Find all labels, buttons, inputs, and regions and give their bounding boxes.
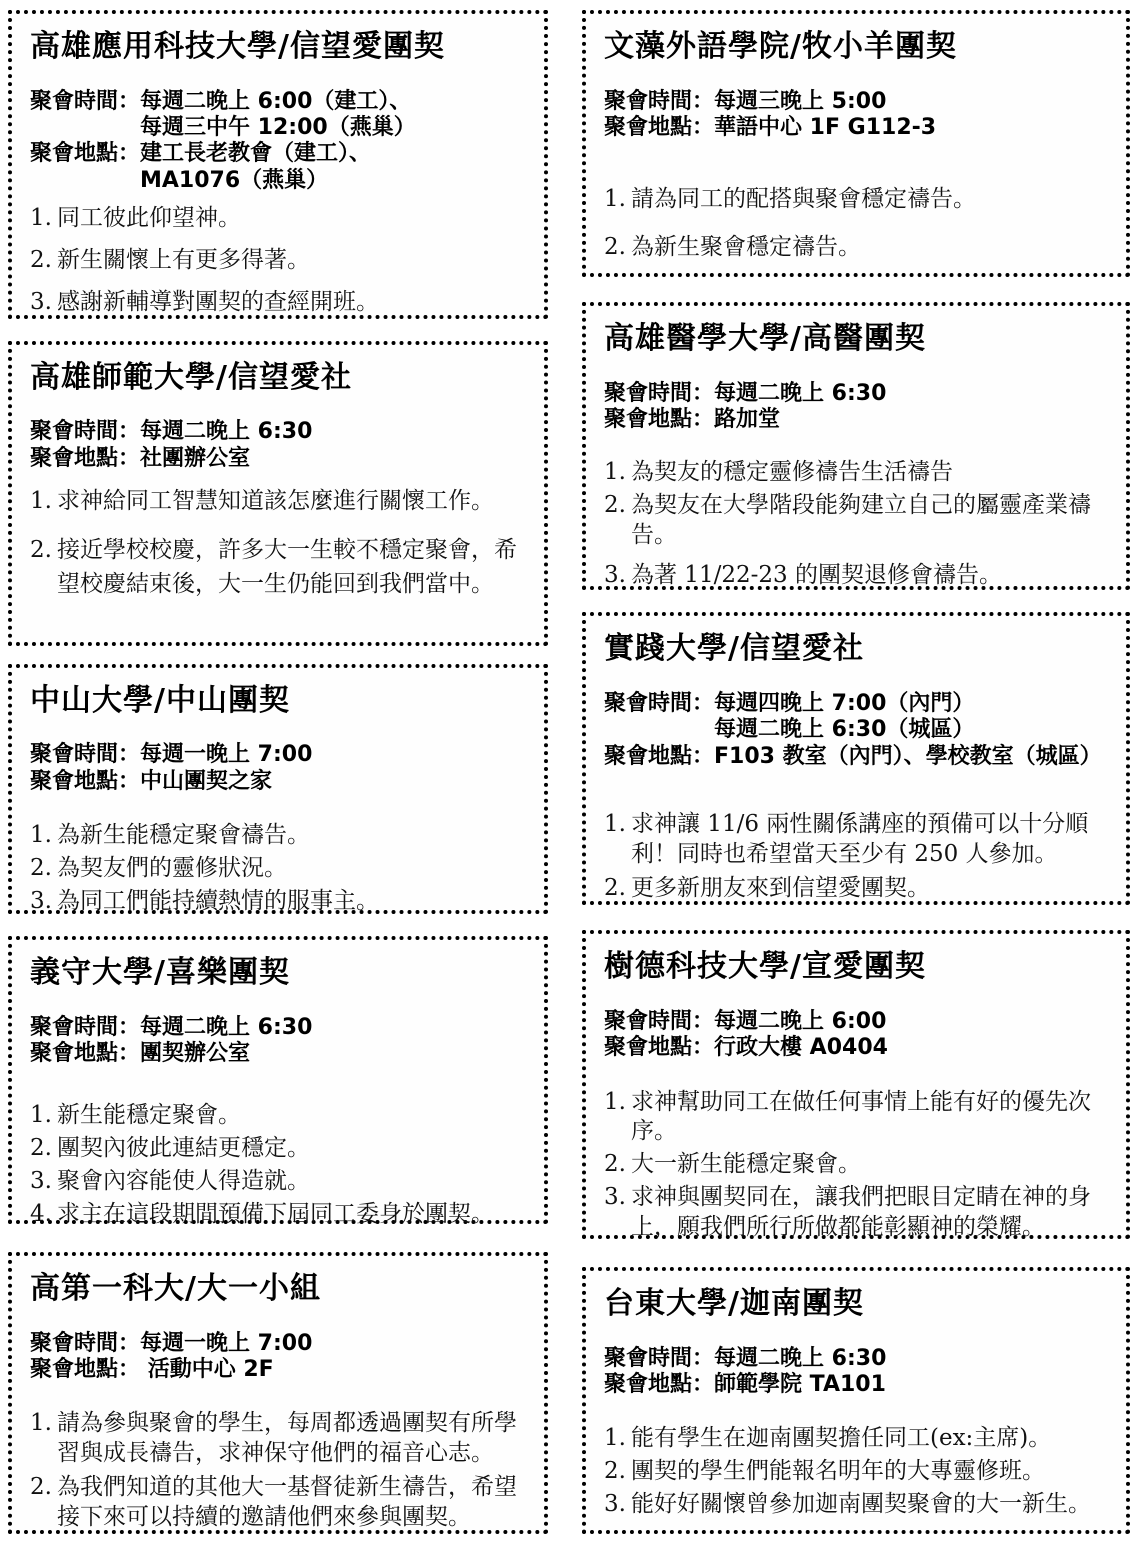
prayer-item-text: 求主在這段期間預備下屆同工委身於團契。 [57,1201,494,1228]
meeting-time-label: 聚會時間： [30,742,141,768]
meeting-time-value [140,1331,312,1357]
meeting-info [30,742,530,795]
meeting-place-line: 團契辦公室 [140,1041,251,1067]
column-right [582,10,1130,1534]
prayer-item-number: 2. [30,246,52,273]
prayer-item-number: 1. [604,458,626,485]
prayer-item [604,233,1112,263]
fellowship-box [582,1267,1130,1534]
prayer-item-text: 為新生能穩定聚會禱告。 [57,822,310,849]
prayer-item-text: 請為同工的配搭與聚會穩定禱告。 [631,186,976,213]
prayer-item [604,1457,1112,1487]
meeting-time-line: 每週三中午 12:00（燕巢） [140,114,416,140]
prayer-item-number: 3. [30,288,52,315]
meeting-time-label: 聚會時間： [604,690,715,716]
meeting-place-row [30,446,530,472]
prayer-item-number: 3. [604,1184,626,1211]
prayer-items [602,1088,1112,1243]
meeting-place-line: 華語中心 1F G112-3 [714,114,937,140]
prayer-item-number: 4. [30,1201,52,1228]
meeting-place-row [604,115,1112,141]
meeting-time-row [604,691,1112,744]
fellowship-title: 義守大學/喜樂團契 [30,955,290,991]
meeting-place-label: 聚會地點： [30,768,141,794]
meeting-place-row [604,1035,1112,1061]
meeting-place-value [140,769,272,795]
meeting-place-row [30,769,530,795]
meeting-time-value [140,419,312,445]
prayer-item [30,1409,530,1469]
prayer-item-text: 求神讓 11/6 兩性關係講座的預備可以十分順利！同時也希望當天至少有 250 人參加。 [631,810,1089,867]
prayer-item-text: 為我們知道的其他大一基督徒新生禱告，希望接下來可以持續的邀請他們來參與團契。 [57,1474,517,1530]
prayer-item [30,484,530,519]
prayer-item-text: 為新生聚會穩定禱告。 [631,234,861,261]
prayer-item-number: 1. [30,1410,52,1437]
prayer-item-text: 為契友的穩定靈修禱告生活禱告 [631,458,953,485]
meeting-time-value [714,1009,886,1035]
meeting-time-line: 每週三晚上 5:00 [714,88,887,114]
prayer-item [604,1183,1112,1243]
meeting-time-value [714,381,886,407]
prayer-item-number: 2. [30,1135,52,1162]
meeting-place-line: F103 教室（內門）、學校教室（城區） [714,743,1102,769]
prayer-item [30,204,530,234]
meeting-place-row [30,1357,530,1383]
prayer-item-number: 2. [30,855,52,882]
prayer-item-text: 為著 11/22-23 的團契退修會禱告。 [631,562,1002,589]
meeting-info [604,1009,1112,1062]
prayer-item [30,1101,530,1131]
prayer-items [28,821,530,917]
fellowship-box [582,302,1130,590]
meeting-time-row [604,381,1112,407]
prayer-item-text: 求神幫助同工在做任何事情上能有好的優先次序。 [631,1088,1091,1145]
prayer-item-text: 請為參與聚會的學生，每周都透過團契有所學習與成長禱告，求神保守他們的福音心志。 [57,1410,517,1467]
meeting-time-label: 聚會時間： [604,1008,715,1034]
meeting-time-line: 每週二晚上 6:30 [714,380,887,406]
meeting-info [30,89,530,195]
prayer-item [604,1490,1112,1520]
meeting-place-label: 聚會地點： [604,407,715,433]
meeting-place-label: 聚會地點： [604,114,715,140]
meeting-place-label: 聚會地點： [30,141,141,167]
prayer-item-text: 更多新朋友來到信望愛團契。 [631,874,930,901]
prayer-items [28,1409,530,1533]
meeting-place-label: 聚會地點： [604,1371,715,1397]
prayer-items [602,810,1112,904]
prayer-item-number: 2. [604,1458,626,1485]
meeting-info [604,381,1112,434]
meeting-info [604,1346,1112,1399]
meeting-place-row [30,141,530,194]
prayer-items [602,185,1112,263]
prayer-item-number: 1. [604,810,626,837]
meeting-time-line: 每週四晚上 7:00（內門） [714,690,975,716]
meeting-place-row [604,1372,1112,1398]
meeting-place-row [604,407,1112,433]
meeting-place-value [714,407,780,433]
meeting-info [30,1331,530,1384]
prayer-item [30,533,530,602]
meeting-place-line: MA1076（燕巢） [140,167,329,193]
meeting-place-value [140,446,250,472]
meeting-place-value [714,1035,888,1061]
prayer-item [30,821,530,851]
prayer-item [604,561,1112,591]
meeting-time-line: 每週一晚上 7:00 [140,742,313,768]
prayer-items [28,484,530,602]
meeting-time-value [140,1015,312,1041]
prayer-item-number: 1. [604,1425,626,1452]
prayer-item-text: 新生能穩定聚會。 [57,1102,241,1129]
prayer-item-text: 接近學校校慶，許多大一生較不穩定聚會，希望校慶結束後，大一生仍能回到我們當中。 [57,536,517,598]
prayer-item-text: 聚會內容能使人得造就。 [57,1168,310,1195]
prayer-item [30,887,530,917]
meeting-place-value [714,115,936,141]
prayer-item-number: 2. [30,1474,52,1501]
meeting-info [30,419,530,472]
fellowship-title: 實踐大學/信望愛社 [604,631,864,667]
prayer-item-text: 新生關懷上有更多得著。 [57,246,310,273]
prayer-item-number: 3. [604,1491,626,1518]
meeting-place-value [140,1357,274,1383]
prayer-item [604,1088,1112,1148]
meeting-place-label: 聚會地點： [604,743,715,769]
prayer-item-number: 2. [604,1151,626,1178]
prayer-item-number: 1. [604,1088,626,1115]
prayer-item-number: 2. [604,492,626,519]
prayer-item [604,185,1112,215]
meeting-time-line: 每週二晚上 6:30（城區） [714,717,975,743]
meeting-time-value [714,89,886,115]
meeting-info [604,89,1112,142]
prayer-item [30,1134,530,1164]
fellowship-box [8,1252,548,1534]
prayer-item-number: 3. [604,562,626,589]
prayer-item-number: 1. [30,1102,52,1129]
fellowship-title: 高雄師範大學/信望愛社 [30,359,352,395]
meeting-place-line: 行政大樓 A0404 [714,1035,888,1061]
meeting-time-row [604,89,1112,115]
meeting-time-row [604,1009,1112,1035]
meeting-place-label: 聚會地點： [604,1035,715,1061]
meeting-time-line: 每週二晚上 6:00 [714,1008,887,1034]
prayer-item-text: 團契內彼此連結更穩定。 [57,1135,310,1162]
prayer-item [604,874,1112,904]
meeting-place-label: 聚會地點： [30,1041,141,1067]
prayer-item-text: 感謝新輔導對團契的查經開班。 [57,288,379,315]
prayer-item [30,1167,530,1197]
meeting-place-row [30,1041,530,1067]
prayer-item-number: 2. [604,874,626,901]
fellowship-title: 高雄應用科技大學/信望愛團契 [30,29,445,64]
fellowship-title: 中山大學/中山團契 [30,682,290,718]
column-left [8,10,548,1534]
fellowship-title: 樹德科技大學/宣愛團契 [604,949,926,985]
prayer-item-text: 為同工們能持續熱情的服事主。 [57,887,379,914]
prayer-item-text: 能好好關懷曾參加迦南團契聚會的大一新生。 [631,1491,1091,1518]
meeting-place-line: 師範學院 TA101 [714,1371,886,1397]
meeting-place-label: 聚會地點： [30,445,141,471]
meeting-time-label: 聚會時間： [604,88,715,114]
meeting-time-value [714,1346,886,1372]
fellowship-box [582,930,1130,1239]
prayer-items [602,458,1112,592]
meeting-place-line: 活動中心 2F [140,1356,274,1382]
meeting-time-line: 每週二晚上 6:30 [140,1014,313,1040]
meeting-time-value [140,89,416,142]
prayer-item [604,1150,1112,1180]
prayer-item [30,246,530,276]
meeting-info [604,691,1112,770]
prayer-item-text: 為契友們的靈修狀況。 [57,855,287,882]
meeting-place-line: 路加堂 [714,407,781,433]
prayer-item-number: 1. [30,488,52,515]
fellowship-box [8,664,548,914]
fellowship-title: 文藻外語學院/牧小羊團契 [604,29,957,64]
meeting-place-row [604,744,1112,770]
meeting-place-line: 中山團契之家 [140,768,273,794]
fellowship-title: 台東大學/迦南團契 [604,1286,864,1321]
fellowship-box [582,10,1130,277]
prayer-item-number: 2. [30,536,52,563]
prayer-item [604,491,1112,551]
meeting-time-line: 每週一晚上 7:00 [140,1330,313,1356]
meeting-time-label: 聚會時間： [30,1330,141,1356]
prayer-item-text: 大一新生能穩定聚會。 [631,1151,861,1178]
meeting-time-label: 聚會時間： [30,1014,141,1040]
meeting-time-row [30,1331,530,1357]
meeting-time-row [604,1346,1112,1372]
meeting-time-label: 聚會時間： [604,380,715,406]
meeting-time-line: 每週二晚上 6:00（建工）、 [140,88,412,114]
prayer-item [30,854,530,884]
prayer-item [604,458,1112,488]
meeting-info [30,1015,530,1068]
prayer-item [604,1424,1112,1454]
prayer-item-text: 同工彼此仰望神。 [57,205,241,232]
fellowship-box [582,612,1130,905]
prayer-item-text: 團契的學生們能報名明年的大專靈修班。 [631,1458,1045,1485]
meeting-place-value [714,744,1102,770]
prayer-item [604,810,1112,870]
meeting-time-label: 聚會時間： [604,1345,715,1371]
meeting-time-row [30,1015,530,1041]
prayer-item [30,1200,530,1230]
prayer-item-number: 3. [30,1168,52,1195]
fellowship-box [8,341,548,646]
prayer-item [30,288,530,318]
meeting-time-line: 每週二晚上 6:30 [140,419,313,445]
fellowship-title: 高第一科大/大一小組 [30,1271,321,1306]
meeting-time-value [140,742,312,768]
meeting-time-line: 每週二晚上 6:30 [714,1345,887,1371]
fellowship-box [8,936,548,1228]
meeting-time-value [714,691,974,744]
meeting-place-value [140,141,371,194]
meeting-place-value [714,1372,886,1398]
prayer-item-number: 3. [30,887,52,914]
prayer-item-number: 2. [604,234,626,261]
prayer-item-text: 求神給同工智慧知道該怎麼進行關懷工作。 [57,488,494,515]
meeting-place-line: 社團辦公室 [140,445,251,471]
prayer-item-number: 1. [30,822,52,849]
meeting-place-value [140,1041,250,1067]
meeting-place-label: 聚會地點： [30,1356,141,1382]
prayer-item-number: 1. [30,205,52,232]
meeting-time-row [30,742,530,768]
prayer-item [30,1473,530,1533]
meeting-time-label: 聚會時間： [30,88,141,114]
prayer-item-text: 為契友在大學階段能夠建立自己的屬靈產業禱告。 [631,492,1091,549]
fellowship-title: 高雄醫學大學/高醫團契 [604,321,926,357]
meeting-time-label: 聚會時間： [30,419,141,445]
prayer-item-number: 1. [604,186,626,213]
prayer-items [28,204,530,318]
prayer-items [602,1424,1112,1520]
prayer-item-text: 求神與團契同在，讓我們把眼目定睛在神的身上，願我們所行所做都能彰顯神的榮耀。 [631,1184,1091,1241]
meeting-time-row [30,419,530,445]
meeting-place-line: 建工長老教會（建工）、 [140,141,372,167]
prayer-item-text: 能有學生在迦南團契擔任同工(ex:主席)。 [631,1425,1052,1452]
prayer-items [28,1101,530,1230]
fellowship-box [8,10,548,319]
meeting-time-row [30,89,530,142]
